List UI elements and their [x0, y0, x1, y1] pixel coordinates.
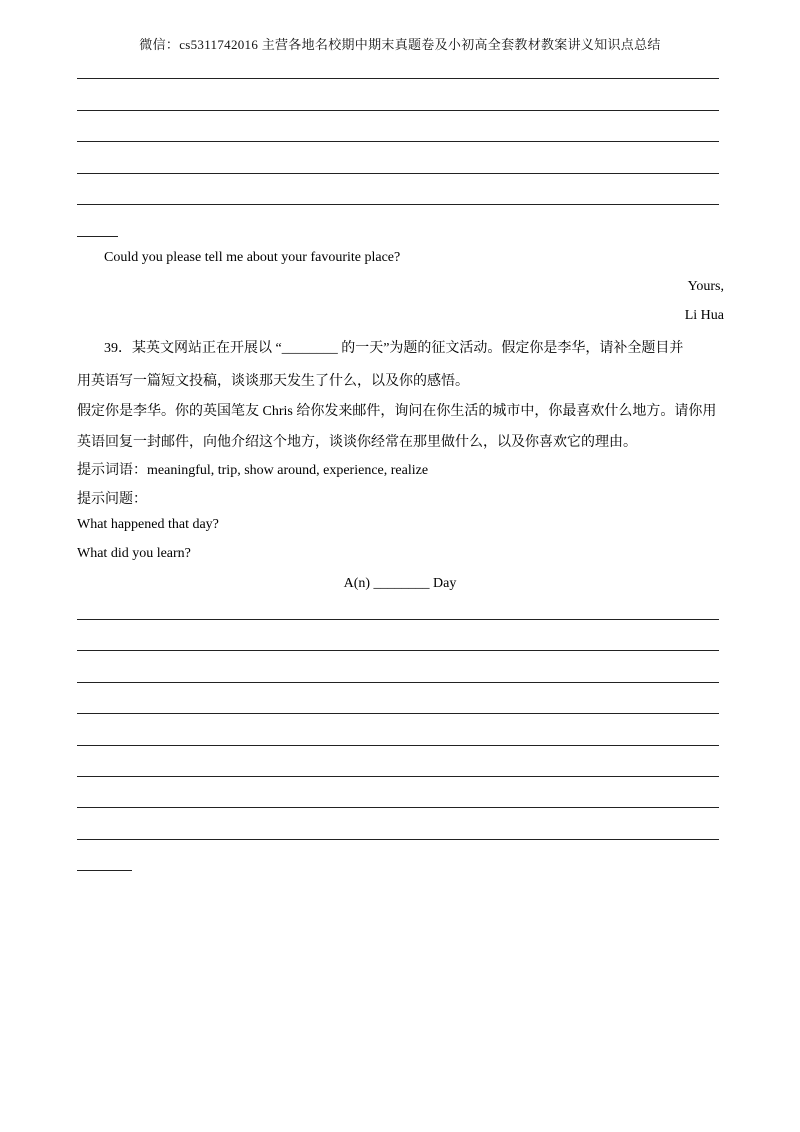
writing-line — [77, 173, 719, 174]
writing-line — [77, 713, 719, 714]
writing-line — [77, 807, 719, 808]
writing-line — [77, 141, 719, 142]
writing-line — [77, 839, 719, 840]
hint-questions-label: 提示问题： — [77, 492, 147, 507]
hint-question-1: What happened that day? — [77, 517, 219, 532]
question-39-prompt-line-1: 39．某英文网站正在开展以 “________ 的一天”为题的征文活动。假定你是李华，请补全题目并 — [104, 341, 684, 356]
page-header-watermark: 微信：cs5311742016 主营各地名校期中期末真题卷及小初高全套教材教案讲义知识点总结 — [139, 37, 661, 52]
hint-words: 提示词语：meaningful, trip, show around, experience, realize — [77, 463, 429, 478]
writing-line-short — [77, 236, 118, 237]
sign-off: Yours, — [687, 279, 724, 294]
writing-line — [77, 650, 719, 651]
essay-title: A(n) ________ Day — [343, 576, 457, 591]
question-39-prompt-line-2: 用英语写一篇短文投稿，谈谈那天发生了什么，以及你的感悟。 — [77, 374, 469, 389]
writing-line — [77, 682, 719, 683]
writing-line — [77, 78, 719, 79]
closing-question: Could you please tell me about your favourite place? — [104, 250, 401, 265]
question-39-extra-line-2: 英语回复一封邮件，向他介绍这个地方，谈谈你经常在那里做什么，以及你喜欢它的理由。 — [77, 435, 637, 450]
writing-line — [77, 776, 719, 777]
writing-line-short — [77, 870, 132, 871]
signature: Li Hua — [684, 308, 724, 323]
question-39-extra-line-1: 假定你是李华。你的英国笔友 Chris 给你发来邮件，询问在你生活的城市中，你最喜欢什么地方。请你用 — [77, 404, 717, 419]
writing-line — [77, 204, 719, 205]
writing-line — [77, 619, 719, 620]
hint-question-2: What did you learn? — [77, 546, 191, 561]
writing-line — [77, 110, 719, 111]
writing-line — [77, 745, 719, 746]
